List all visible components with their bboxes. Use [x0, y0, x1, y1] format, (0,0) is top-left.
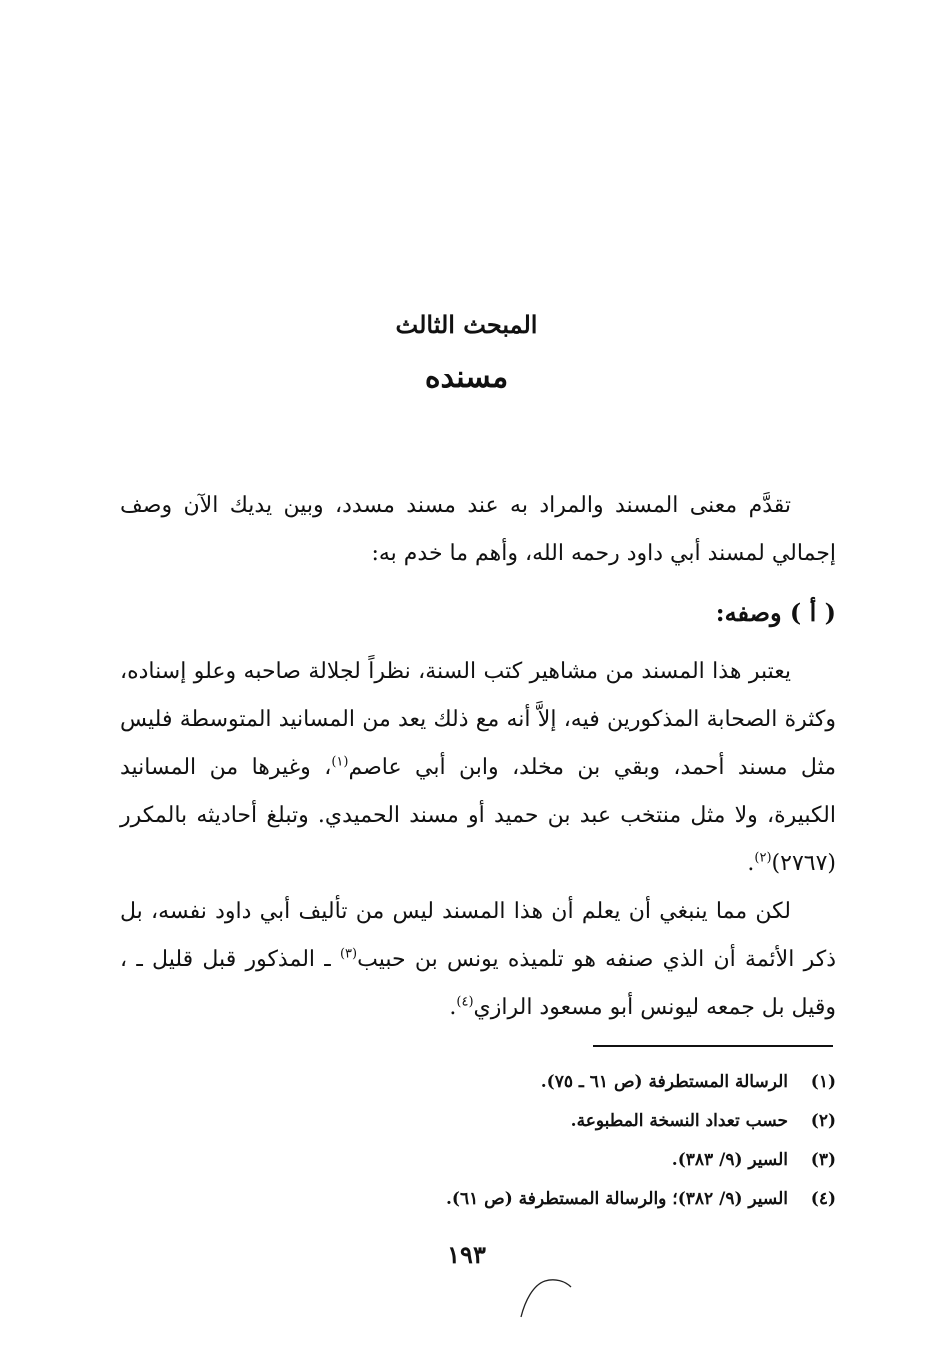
footnote-text: السير (٩/ ٣٨٢)؛ والرسالة المستطرفة (ص ٦١).	[446, 1189, 788, 1209]
description-text-2: ، وغيرها من المسانيد الكبيرة، ولا مثل منتخب عبد بن حميد أو مسند الحميدي. وتبلغ أحاديثه بالمكرر (٢٧٦٧)	[120, 755, 836, 876]
section-title: المبحث الثالث	[395, 310, 538, 339]
footnote-ref-1: (١)	[331, 754, 349, 770]
footnote-ref-2: (٢)	[754, 850, 772, 866]
pen-stroke-mark	[515, 1275, 575, 1320]
description-text-1: يعتبر هذا المسند من مشاهير كتب السنة، نظراً لجلالة صاحبه وعلو إسناده، وكثرة الصحابة المذكورين فيه، إلاَّ أنه مع ذلك يعد من المسانيد المتوسطة فليس مثل مسند أحمد، وبقي بن مخلد، وابن أبي عاصم	[120, 659, 836, 780]
description-paragraph	[120, 648, 836, 888]
footnote-text: حسب تعداد النسخة المطبوعة.	[570, 1111, 788, 1131]
footnote-text: الرسالة المستطرفة (ص ٦١ ـ ٧٥).	[540, 1072, 788, 1092]
footnote-item	[120, 1141, 836, 1180]
description-text-3: .	[747, 851, 755, 876]
section-a-heading: ( أ ) وصفه:	[715, 598, 836, 627]
footnote-text: السير (٩/ ٣٨٣).	[671, 1150, 788, 1170]
footnote-number: (١)	[810, 1072, 836, 1092]
footnote-item	[120, 1063, 836, 1102]
footnote-item	[120, 1102, 836, 1141]
authorship-text-3: .	[449, 995, 457, 1020]
authorship-text-2: ـ المذكور قبل قليل ـ ، وقيل بل جمعه ليونس أبو مسعود الرازي	[120, 947, 836, 1020]
intro-paragraph: تقدَّم معنى المسند والمراد به عند مسند مسدد، وبين يديك الآن وصف إجمالي لمسند أبي داود رحمه الله، وأهم ما خدم به:	[120, 493, 836, 566]
footnote-number: (٣)	[810, 1150, 836, 1170]
footnote-divider	[593, 1045, 833, 1047]
footnote-item	[120, 1180, 836, 1219]
footnote-number: (٤)	[810, 1189, 836, 1209]
subject-title: مسنده	[424, 360, 509, 395]
footnote-ref-4: (٤)	[456, 994, 474, 1010]
authorship-text-1: لكن مما ينبغي أن يعلم أن هذا المسند ليس من تأليف أبي داود نفسه، بل ذكر الأئمة أن الذي صنفه هو تلميذه يونس بن حبيب	[120, 899, 836, 972]
footnotes-list	[120, 1063, 836, 1219]
page-number: ١٩٣	[447, 1240, 486, 1269]
footnote-ref-3: (٣)	[339, 946, 358, 962]
footnote-number: (٢)	[810, 1111, 836, 1131]
authorship-paragraph	[120, 888, 836, 1032]
